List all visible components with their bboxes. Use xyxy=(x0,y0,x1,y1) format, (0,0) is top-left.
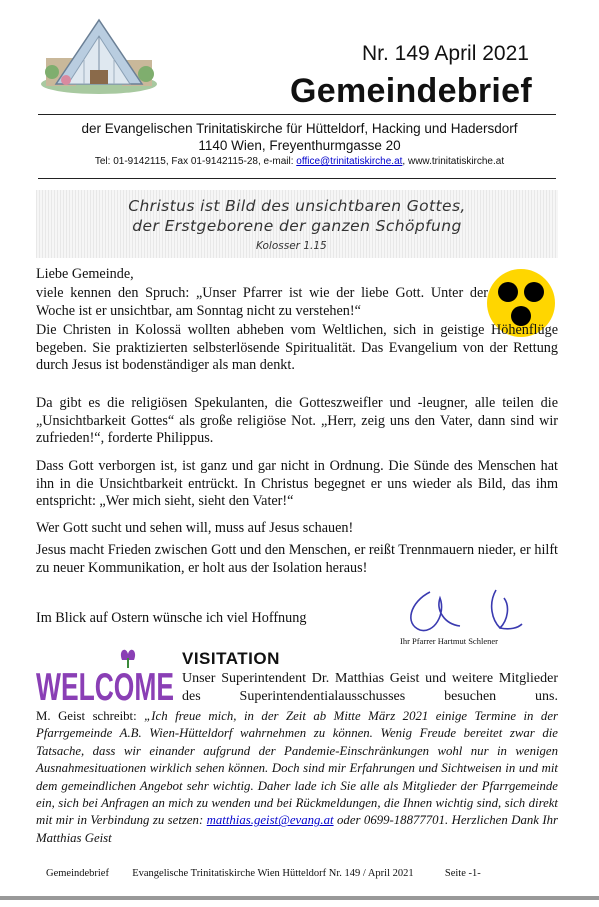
signature-image xyxy=(400,584,540,636)
verse-line-1: Christus ist Bild des unsichtbaren Gottes, xyxy=(128,197,466,215)
visitation-title: VISITATION xyxy=(182,649,280,668)
footer-middle: Evangelische Trinitatiskirche Wien Hütteldorf Nr. 149 / April 2021 xyxy=(132,868,414,879)
website: , www.trinitatiskirche.at xyxy=(402,156,505,167)
footer xyxy=(46,868,481,879)
header-rule-top xyxy=(38,114,556,115)
contact-line xyxy=(0,156,599,167)
geist-quote-intro: M. Geist schreibt: xyxy=(36,709,145,723)
paragraph-3: Da gibt es die religiösen Spekulanten, die Gotteszweifler und -leugner, alle teilen die „Unsichtbarkeit Gottes“ als große religiöse Not. „Herr, zeig uns den Vater, dann sind wir zufrieden!“, forderte Philippus. xyxy=(36,395,558,446)
paragraph-5: Wer Gott sucht und sehen will, muss auf Jesus schauen! xyxy=(36,520,354,536)
visitation-body: Unser Superintendent Dr. Matthias Geist und weitere Mitglieder des Superintendentialausschusses besuchen uns. xyxy=(182,671,558,704)
svg-text:WELCOME: WELCOME xyxy=(36,666,174,709)
paragraph-1: viele kennen den Spruch: „Unser Pfarrer ist wie der liebe Gott. Unter der Woche ist er unsichtbar, am Sonntag nicht zu verstehen!“ xyxy=(36,285,488,319)
parish-name: der Evangelischen Trinitatiskirche für Hütteldorf, Hacking und Hadersdorf xyxy=(81,121,518,136)
signature-caption: Ihr Pfarrer Hartmut Schlener xyxy=(400,636,498,646)
greeting: Liebe Gemeinde, xyxy=(36,266,134,282)
church-logo-image xyxy=(38,14,160,96)
paragraph-6: Jesus macht Frieden zwischen Gott und den Menschen, er reißt Trennmauern nieder, er hilft zu neuer Kommunikation, er holt aus der Isolation heraus! xyxy=(36,542,558,576)
footer-left: Gemeindebrief xyxy=(46,868,109,879)
verse-line-2: der Erstgeborene der ganzen Schöpfung xyxy=(132,217,462,235)
welcome-logo xyxy=(34,646,176,709)
newsletter-title: Gemeindebrief xyxy=(290,72,532,110)
closing: Im Blick auf Ostern wünsche ich viel Hoffnung xyxy=(36,610,307,626)
office-email-link[interactable]: office@trinitatiskirche.at xyxy=(296,156,403,167)
footer-rule xyxy=(0,896,599,900)
header-rule-bottom xyxy=(38,178,556,179)
paragraph-4: Dass Gott verborgen ist, ist ganz und gar nicht in Ordnung. Die Sünde des Menschen hat ihn in die Unsichtbarkeit entrückt. In Christus begegnet er uns wieder als Bild, das ihm entspricht: „Wer mich sieht, sieht den Vater!“ xyxy=(36,458,558,509)
geist-email-link[interactable]: matthias.geist@evang.at xyxy=(206,813,334,828)
parish-address: 1140 Wien, Freyenthurmgasse 20 xyxy=(198,138,401,153)
paragraph-2: Die Christen in Kolossä wollten abheben vom Weltlichen, sich in geistige Höhenflüge begeben. Sie praktizierten selbsterlösende Spiritualität. Das Evangelium von der Rettung durch Jesus ist bodenständiger als man denkt. xyxy=(36,322,558,373)
footer-page: Seite -1- xyxy=(444,868,481,879)
contact-phone: Tel: 01-9142115, Fax 01-9142115-28, e-mail: xyxy=(94,156,297,167)
verse-box xyxy=(36,190,558,258)
geist-quote-end: oder 0699-18877701. Herzlichen Dank Ihr Matthias Geist xyxy=(36,813,559,845)
issue-number: Nr. 149 April 2021 xyxy=(362,42,529,65)
geist-quote-text: „Ich freue mich, in der Zeit ab Mitte März 2021 einige Termine in der Pfarrgemeinde A.B. Wien-Hütteldorf wahrnehmen zu können. Wenig Freude bereitet zwar die Tatsache, dass wir einander aufgrund der Pandemie-Einschränkungen wohl nur in wenigen Ausnahmesituationen wirklich sehen können. Doch sind mir Erfahrungen und Sichtweisen in und mit dem gemeindlichen Angebot sehr wichtig. Daher lade ich Sie alle als Mitglieder der Pfarrgemeinde ein, sich bei Anfragen an mich zu wenden und bei Rückmeldungen, die Ihnen wichtig sind, sich direkt mit mir in Verbindung zu setzen: xyxy=(36,709,558,828)
geist-quote xyxy=(36,708,558,847)
verse-reference: Kolosser 1.15 xyxy=(256,240,327,252)
